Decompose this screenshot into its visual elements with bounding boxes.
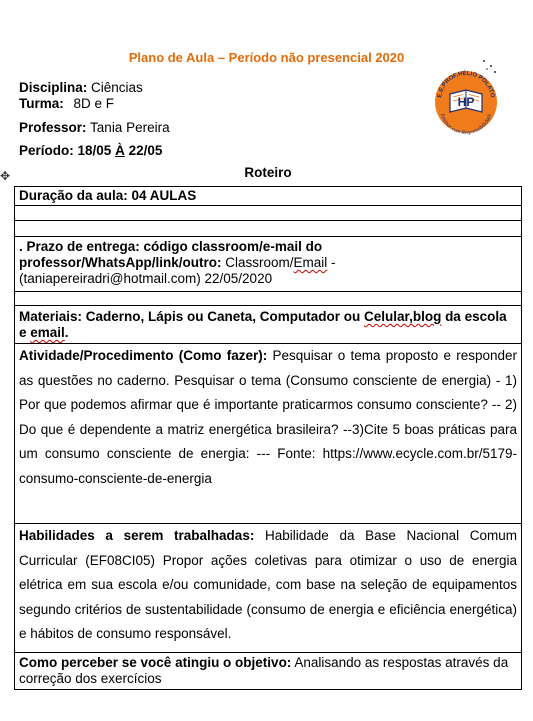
prazo-value-2: - (taniapereiradri@hotmail.com) 22/05/2020: [19, 255, 336, 286]
empty-row-2: [15, 221, 521, 237]
periodo-label: Período:: [19, 143, 74, 158]
prazo-value-1: Classroom/: [221, 255, 294, 270]
objetivo-row: [15, 653, 521, 689]
habilidades-text: Habilidade da Base Nacional Comum Curricular (EF08CI05) Propor ações coletivas para otimizar o uso de energia elétrica em sua escola e/ou comunidade, com base na seleção de equipamentos segundo critérios de sustentabilidade (consumo de energia e eficiência energética) e hábitos de consumo responsável.: [19, 528, 518, 641]
document-title: Plano de Aula – Período não presencial 2020: [128, 50, 405, 65]
professor-line: [19, 120, 170, 136]
table-move-handle-icon[interactable]: ✥: [0, 169, 11, 183]
turma-line: [19, 96, 114, 112]
disciplina-label: Disciplina:: [19, 80, 88, 95]
sparkle-stars: [483, 60, 496, 73]
lesson-plan-table: [14, 186, 522, 690]
school-logo: [428, 58, 506, 136]
empty-row-1: [15, 206, 521, 221]
materiais-celular-blog: Celular,blog: [364, 309, 442, 324]
objetivo-text: Analisando as respostas através da correção dos exercícios: [19, 655, 509, 686]
roteiro-heading: Roteiro: [244, 165, 292, 180]
professor-value: Tania Pereira: [90, 120, 170, 135]
objetivo-label: Como perceber se você atingiu o objetivo:: [19, 655, 292, 670]
materiais-row: [15, 306, 521, 344]
empty-row-3: [15, 292, 521, 306]
turma-value: 8D e F: [73, 96, 115, 111]
logo-letters: HP: [457, 95, 475, 109]
atividade-row: [15, 344, 521, 524]
materiais-text-3: .: [64, 325, 69, 340]
materiais-text-2: da escola e: [19, 309, 507, 340]
turma-label: Turma:: [19, 96, 64, 111]
materiais-email: email: [30, 325, 65, 340]
atividade-label: Atividade/Procedimento (Como fazer):: [19, 348, 268, 363]
materiais-text-1: Materiais: Caderno, Lápis ou Caneta, Computador ou: [19, 309, 365, 324]
periodo-line: [19, 143, 162, 159]
atividade-text: Pesquisar o tema proposto e responder as questões no caderno. Pesquisar o tema (Consumo consciente de energia) - 1) Por que podemos afirmar que é importante praticarmos consumo consciente? -- 2) Do que é dependente a matriz energética brasileira? --3)Cite 5 boas práticas para um consumo consciente de energia: --- Fonte: https://www.ecycle.com.br/5179-consumo-consciente-de-energia: [19, 348, 518, 486]
periodo-start: 18/05: [77, 143, 112, 158]
disciplina-line: [19, 80, 143, 96]
periodo-end: 22/05: [128, 143, 163, 158]
prazo-row: [15, 237, 521, 292]
prazo-email-word: Email: [293, 255, 328, 270]
professor-label: Professor:: [19, 120, 87, 135]
logo-top-text: E.E.PROF.HÉLIO POLATO: [437, 70, 495, 99]
habilidades-label: Habilidades a serem trabalhadas:: [19, 528, 255, 543]
prazo-label: . Prazo de entrega: código classroom/e-mail do professor/WhatsApp/link/outro:: [19, 239, 323, 270]
logo-motto: Ensinar com Responsabilidade: [438, 113, 494, 136]
periodo-separator: À: [115, 143, 125, 158]
duracao-row: Duração da aula: 04 AULAS: [15, 187, 521, 206]
disciplina-value: Ciências: [91, 80, 143, 95]
habilidades-row: [15, 524, 521, 653]
